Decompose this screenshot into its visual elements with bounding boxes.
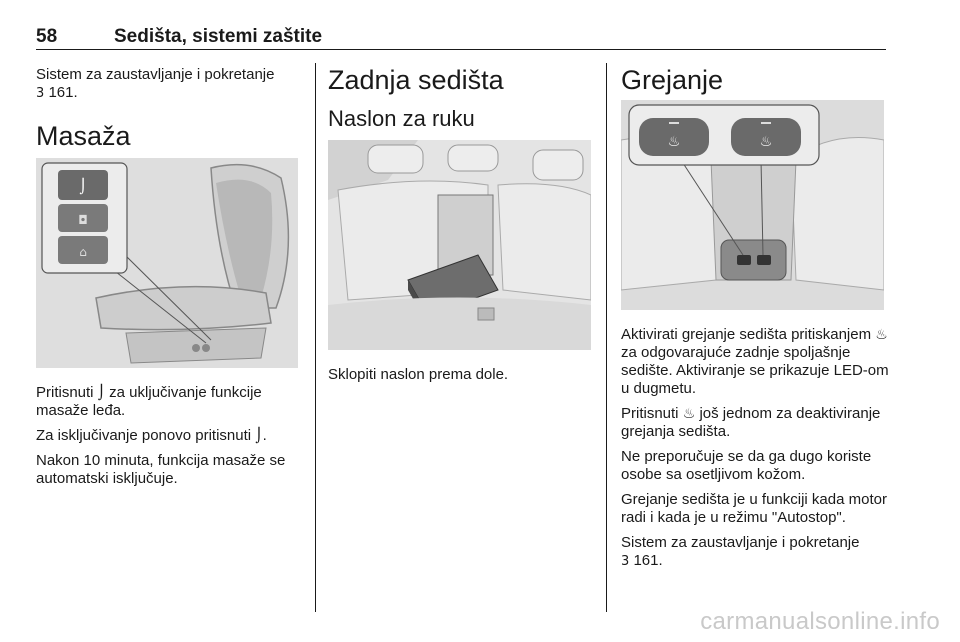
section-title-zadnja-sedista: Zadnja sedišta xyxy=(328,65,504,95)
heated-seat-figure xyxy=(621,100,884,310)
seat-illustration xyxy=(36,158,298,368)
heating-p1-end: za odgovarajuće zadnje spoljašnje sedište. Aktiviranje se prikazuje LED-om u dugmetu. xyxy=(621,344,889,397)
heating-p4: Grejanje sedišta je u funkciji kada motor radi i kada je u režimu "Autostop". xyxy=(621,491,887,526)
svg-text:♨: ♨ xyxy=(759,134,773,150)
page-ref-link[interactable]: 161. xyxy=(633,552,663,569)
heating-p3: Ne preporučuje se da ga dugo koriste osobe sa osetljivom kožom. xyxy=(621,448,872,483)
massage-p2-end: . xyxy=(262,427,267,444)
massage-p1-start: Pritisnuti xyxy=(36,384,94,401)
section-title-grejanje: Grejanje xyxy=(621,65,724,95)
rear-seat-illustration xyxy=(328,140,591,350)
header-rule xyxy=(36,49,886,50)
page-number: 58 xyxy=(36,26,58,47)
armrest-figure xyxy=(328,140,591,350)
section-title-masaza: Masaža xyxy=(36,121,131,151)
heating-p2-end: još jednom za deaktiviranje grejanja sedišta. xyxy=(621,405,881,440)
subsection-title-naslon: Naslon za ruku xyxy=(328,106,475,131)
svg-text:♨: ♨ xyxy=(667,134,681,150)
page-ref-arrow: 3 xyxy=(36,86,45,101)
massage-p3: Nakon 10 minuta, funkcija masaže se automatski isključuje. xyxy=(36,452,286,487)
left-column xyxy=(36,66,301,103)
seat-heating-icon: ♨ xyxy=(875,327,888,343)
massage-seat-figure xyxy=(36,158,298,368)
intro-text: Sistem za zaustavljanje i pokretanje xyxy=(36,66,275,83)
massage-p2-start: Za isključivanje ponovo pritisnuti xyxy=(36,427,252,444)
svg-text:⌡: ⌡ xyxy=(79,179,87,195)
svg-text:⌂: ⌂ xyxy=(79,245,87,259)
svg-text:◘: ◘ xyxy=(78,213,88,227)
massage-button-icon: ⌡ xyxy=(255,428,263,444)
column-divider-2 xyxy=(606,63,607,612)
heating-p5-text: Sistem za zaustavljanje i pokretanje xyxy=(621,534,860,551)
massage-instructions xyxy=(36,384,301,495)
column-divider-1 xyxy=(315,63,316,612)
page-ref-link[interactable]: 161. xyxy=(48,84,78,101)
page-title: Sedišta, sistemi zaštite xyxy=(114,26,323,47)
heating-instructions xyxy=(621,326,889,578)
heating-p2-start: Pritisnuti xyxy=(621,405,679,422)
watermark: carmanualsonline.info xyxy=(700,608,940,635)
massage-p1-end: za uključivanje funkcije masaže leđa. xyxy=(36,384,262,419)
seat-heating-icon: ♨ xyxy=(682,406,696,422)
heating-p1-start: Aktivirati grejanje sedišta pritiskanjem xyxy=(621,326,872,343)
massage-button-icon: ⌡ xyxy=(97,385,105,401)
rear-console-illustration xyxy=(621,100,884,310)
page-ref-arrow: 3 xyxy=(621,554,630,569)
armrest-caption: Sklopiti naslon prema dole. xyxy=(328,366,509,383)
